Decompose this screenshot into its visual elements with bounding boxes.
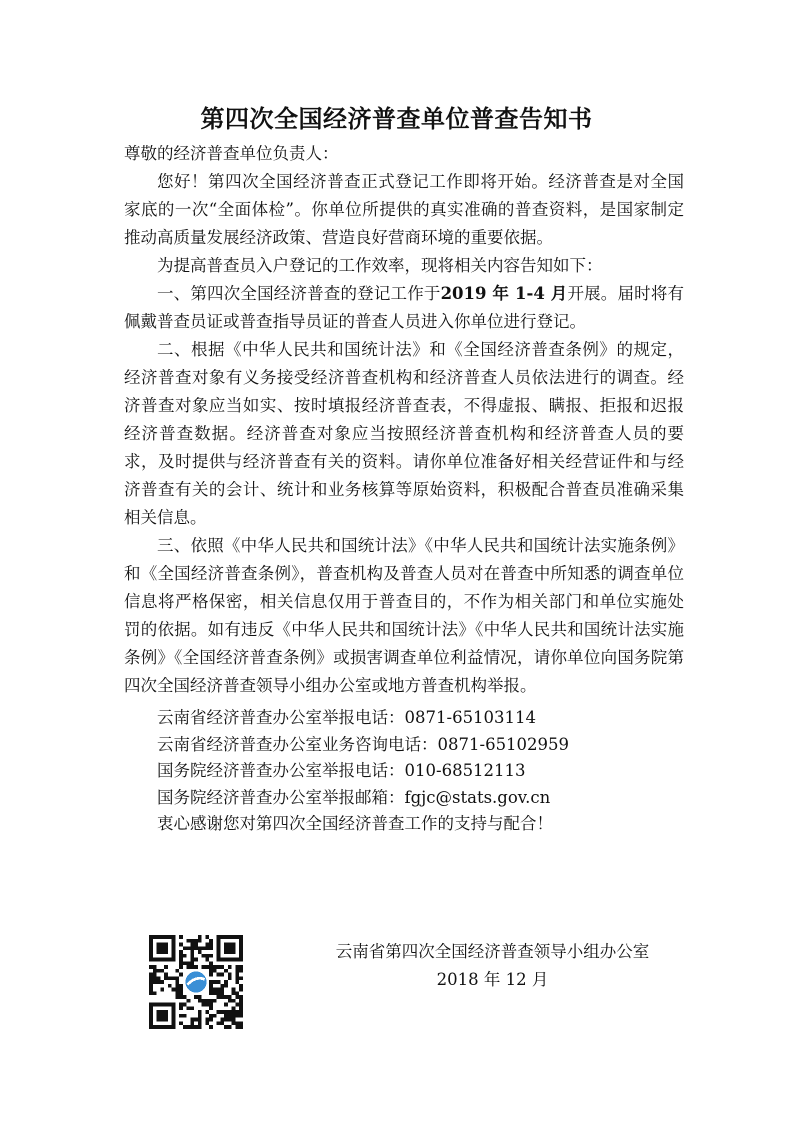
contact-line: 云南省经济普查办公室举报电话：0871-65103114: [157, 708, 537, 727]
closing-line: 衷心感谢您对第四次全国经济普查工作的支持与配合！: [157, 814, 553, 833]
qr-logo: [183, 969, 209, 995]
contact-list: [124, 705, 684, 838]
item-3: 三、依照《中华人民共和国统计法》《中华人民共和国统计法实施条例》和《全国经济普查条例》，普查机构及普查人员对在普查中所知悉的调查单位信息将严格保密，相关信息仅用于普查目的，不作为相关部门和单位实施处罚的依据。如有违反《中华人民共和国统计法》《中华人民共和国统计法实施条例》《全国经济普查条例》或损害调查单位利益情况，请你单位向国务院第四次全国经济普查领导小组办公室或地方普查机构举报。: [124, 536, 684, 695]
signature-date: 2018 年 12 月: [436, 970, 549, 989]
paragraph-notice: 为提高普查员入户登记的工作效率，现将相关内容告知如下：: [157, 256, 603, 275]
paragraph-intro: 您好！第四次全国经济普查正式登记工作即将开始。经济普查是对全国家底的一次“全面体检”。你单位所提供的真实准确的普查资料，是国家制定推动高质量发展经济政策、营造良好营商环境的重要依据。: [124, 172, 684, 247]
contact-line: 国务院经济普查办公室举报电话：010-68512113: [157, 761, 526, 780]
item-1-rest: 开展。届时将有佩戴普查员证或普查指导员证的普查人员进入你单位进行登记。: [124, 284, 685, 331]
notice-body: [124, 140, 684, 838]
contact-line: 国务院经济普查办公室举报邮箱：fgjc@stats.gov.cn: [157, 787, 551, 807]
item-1-lead: 一、第四次全国经济普查的登记工作于: [157, 284, 441, 303]
salutation: 尊敬的经济普查单位负责人：: [124, 144, 339, 163]
item-2: 二、根据《中华人民共和国统计法》和《全国经济普查条例》的规定，经济普查对象有义务接受经济普查机构和经济普查人员依法进行的调查。经济普查对象应当如实、按时填报经济普查表，不得虚报、瞒报、拒报和迟报经济普查数据。经济普查对象应当按照经济普查机构和经济普查人员的要求，及时提供与经济普查有关的资料。请你单位准备好相关经营证件和与经济普查有关的会计、统计和业务核算等原始资料，积极配合普查员准确采集相关信息。: [124, 340, 684, 527]
signature-block: [300, 938, 685, 994]
document-title: 第四次全国经济普查单位普查告知书: [200, 105, 593, 133]
item-1: [124, 280, 684, 336]
item-1-date: 2019 年 1-4 月: [440, 284, 568, 303]
contact-line: 云南省经济普查办公室业务咨询电话：0871-65102959: [157, 734, 570, 754]
signature-org: 云南省第四次全国经济普查领导小组办公室: [335, 942, 650, 961]
qr-code-icon: [149, 935, 243, 1029]
